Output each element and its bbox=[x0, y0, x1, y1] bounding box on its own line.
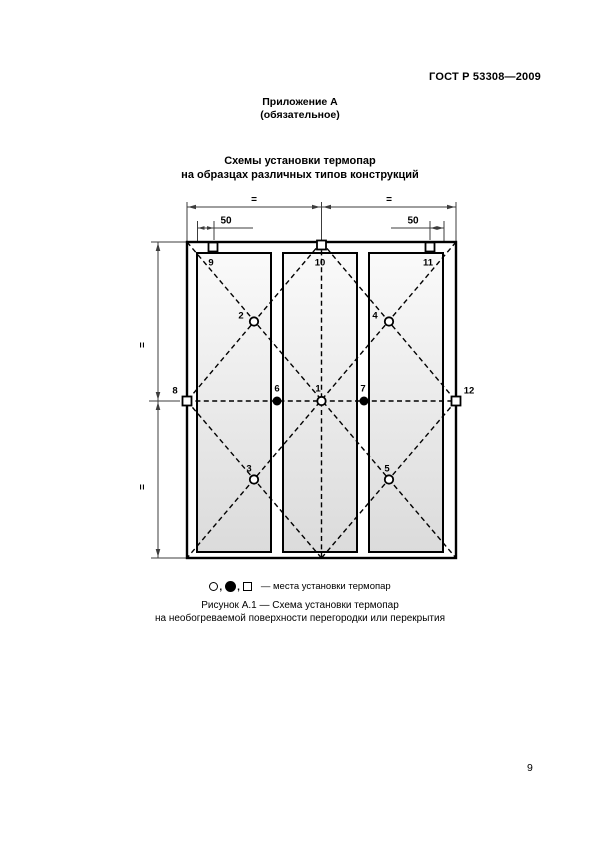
point-dot-7 bbox=[360, 397, 369, 406]
appendix-subtitle: (обязательное) bbox=[260, 108, 340, 121]
section-title bbox=[0, 155, 600, 182]
diagram-canvas bbox=[130, 195, 480, 577]
dim-label-50-left: 50 bbox=[220, 215, 232, 227]
point-label-6: 6 bbox=[274, 383, 280, 395]
point-square-8 bbox=[183, 397, 192, 406]
point-square-11 bbox=[426, 243, 435, 252]
figure-caption-line2: на необогреваемой поверхности перегородки или перекрытия bbox=[154, 612, 446, 624]
point-circle-1 bbox=[317, 397, 325, 405]
legend bbox=[0, 580, 600, 593]
open-circle-icon bbox=[209, 582, 218, 591]
appendix-heading bbox=[0, 96, 600, 121]
point-label-5: 5 bbox=[384, 463, 390, 475]
point-circle-2 bbox=[250, 317, 258, 325]
point-label-9: 9 bbox=[208, 257, 214, 269]
point-circle-5 bbox=[385, 475, 393, 483]
legend-text: — места установки термопар bbox=[260, 581, 391, 592]
point-label-2: 2 bbox=[238, 310, 244, 322]
panel-right bbox=[369, 253, 443, 552]
filled-circle-icon bbox=[225, 581, 236, 592]
point-square-10 bbox=[317, 241, 326, 250]
point-label-10: 10 bbox=[314, 257, 326, 269]
section-title-line2: на образцах различных типов конструкций bbox=[181, 168, 419, 181]
point-circle-3 bbox=[250, 475, 258, 483]
dim-label-50-right: 50 bbox=[407, 215, 419, 227]
legend-separator: , bbox=[237, 582, 240, 593]
point-label-8: 8 bbox=[172, 385, 178, 397]
appendix-title: Приложение А bbox=[262, 96, 338, 108]
point-dot-6 bbox=[273, 397, 282, 406]
figure-caption-line1: Рисунок А.1 — Схема установки термопар bbox=[201, 600, 399, 611]
point-circle-4 bbox=[385, 317, 393, 325]
open-square-icon bbox=[243, 582, 252, 591]
dim-label-equal-left-lower: = bbox=[135, 484, 147, 490]
dim-label-equal-top-left: = bbox=[251, 194, 257, 206]
point-label-1: 1 bbox=[315, 383, 321, 395]
point-square-12 bbox=[452, 397, 461, 406]
point-label-7: 7 bbox=[360, 383, 366, 395]
point-label-12: 12 bbox=[463, 385, 475, 397]
panel-left bbox=[197, 253, 271, 552]
page-number: 9 bbox=[527, 762, 533, 774]
point-label-11: 11 bbox=[422, 257, 434, 269]
point-label-3: 3 bbox=[246, 463, 252, 475]
dim-label-equal-top-right: = bbox=[386, 194, 392, 206]
dim-label-equal-left-upper: = bbox=[135, 342, 147, 348]
point-label-4: 4 bbox=[372, 310, 378, 322]
legend-separator: , bbox=[219, 582, 223, 593]
figure-caption bbox=[0, 600, 600, 625]
point-square-9 bbox=[209, 243, 218, 252]
section-title-line1: Схемы установки термопар bbox=[224, 155, 376, 167]
standard-reference: ГОСТ Р 53308—2009 bbox=[429, 71, 541, 83]
figure-a1-diagram bbox=[130, 195, 480, 577]
